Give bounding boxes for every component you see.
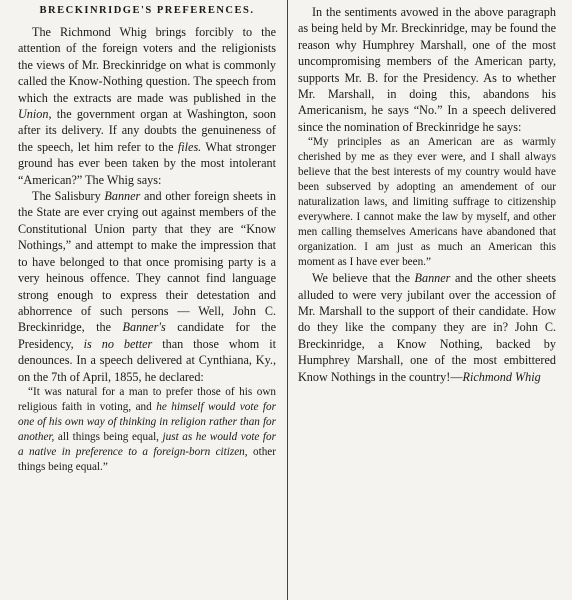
is-no-better-italic: is no better (83, 336, 153, 351)
quote-italic-2: just as he would vote for a native in preference to a foreign-born citizen, (18, 430, 276, 458)
column-divider (287, 0, 288, 600)
closing-text-1: We believe that the (312, 271, 415, 286)
breckinridge-quote (18, 385, 276, 475)
union-italic: Union, (18, 107, 52, 122)
article-headline: BRECKINRIDGE'S PREFERENCES. (39, 5, 255, 16)
closing-paragraph (298, 270, 556, 385)
whig-text-1: The Salisbury (32, 189, 105, 204)
whig-text-3: candidate for the Presidency, (18, 320, 277, 351)
quote-italic-1: he himself would vote for one of his own way of thinking in religion rather than for another, (18, 400, 276, 443)
banners-italic: Banner's (122, 320, 166, 335)
files-italic: files. (177, 139, 202, 154)
marshall-quote: “My principles as an American are as warmly cherished by me as they ever were, and I shall always believe that the best interests of my country would have been subserved by adopting an amendement of our naturalization laws, and limiting suffrage to citizenship everywhere. I cannot make the law by myself, and other men calling themselves Americans have abandoned that organization. I am just as much an American this moment as I have ever been.” (298, 136, 556, 269)
whig-quote-paragraph (18, 188, 276, 385)
source-attribution: Richmond Whig (462, 369, 541, 384)
closing-banner-italic: Banner (414, 271, 451, 286)
quote-text-3: other things being equal.” (18, 445, 276, 473)
closing-text-2: and the other sheets alluded to were very jubilant over the accession of Mr. Marshall to the support of their candidate. How do they like the company they are in? John C. Breckinridge, a Know Nothing, backed by Humphrey Marshall, one of the most embittered Know Nothings in the country!— (298, 271, 556, 384)
banner-italic: Banner (104, 189, 141, 204)
right-column (298, 4, 556, 385)
intro-text-1: The Richmond Whig brings forcibly to the attention of the foreign voters and the religionists the views of Mr. Breckinridge on what is commonly called the Know-Nothing question. The speech from which the extracts are made was published in the (18, 25, 276, 105)
intro-text-2: the government organ at Washington, soon after its delivery. If any doubts the genuineness of the speech, let him refer to the (18, 107, 276, 154)
quote-text-1: “It was natural for a man to prefer those of his own religious faith in voting, and (18, 385, 276, 413)
whig-text-4: than those whom it denounces. In a speech delivered at Cynthiana, Ky., on the 7th of April, 1855, he declared: (18, 336, 276, 384)
quote-text-2: all things being equal, (54, 430, 163, 443)
whig-text-2: and other foreign sheets in the State are ever crying out against members of the Constitutional Union party that they are “Know Nothings,” and attempt to make the impression that to have belonged to that once promising party is a very heinous offence. They cannot find language strong enough to express their detestation and abhorrence of such persons — Well, John C. Breckinridge, the (18, 189, 276, 335)
intro-paragraph (18, 24, 276, 188)
intro-text-3: What stronger ground has ever been taken by the most intolerant “American?” The Whig says: (18, 139, 276, 187)
left-column (18, 4, 276, 475)
marshall-paragraph: In the sentiments avowed in the above paragraph as being held by Mr. Breckinridge, may be found the reason why Humphrey Marshall, one of the most uncompromising members of the American party, supports Mr. B. for the Presidency. As to whether Mr. Marshall, in doing this, abandons his Americanism, he says “No.” In a speech delivered since the nomination of Breckinridge he says: (298, 5, 556, 134)
